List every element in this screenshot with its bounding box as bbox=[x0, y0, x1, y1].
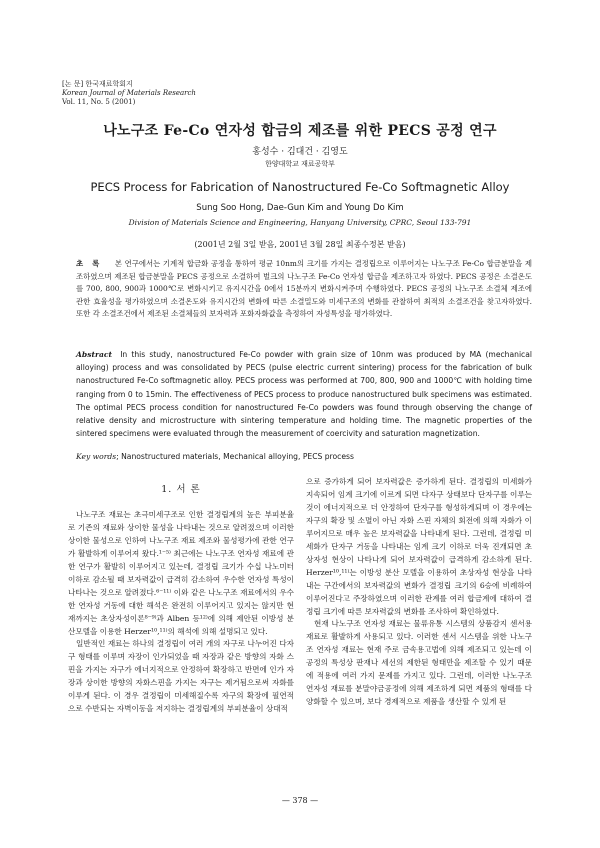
body-paragraph: 현재 나노구조 연자성 재료는 물류유통 시스템의 상품감지 센서용 재료로 활발하게 사용되고 있다. 이러한 센서 시스템을 위한 나노구조 연자성 재료는 현재 주로 금속용고법에 의해 제조되고 있는데 이 공정의 특성상 판재나 세선의 제한된 형태만을 제조할 수 있기 때문에 적용에 여러 가지 문제를 가지고 있다. 그런데, 이러한 나노구조 연자성 재료를 분말야금공정에 의해 제조하게 되면 제품의 형태를 다양화할 수 있으며, 보다 경제적으로 제품을 생산할 수 있게 된 bbox=[306, 619, 532, 707]
body-paragraph: 나노구조 재료는 초극미세구조로 인한 결정립계의 높은 부피분율로 기존의 재료와 상이한 물성을 나타내는 것으로 알려졌으며 이러한 상이한 물성으로 인하여 나노구조 재료 제조와 물성평가에 관한 연구가 활발하게 이루어져 왔다.¹⁻⁵⁾ 최근에는 나노구조 연자성 재료에 관한 연구가 활발히 이루어지고 있는데, 결정립 크기가 수십 나노미터 이하로 감소될 때 보자력값이 급격히 감소하여 우수한 연자성 특성이 나타나는 것으로 알려졌다.⁶⁻¹¹⁾ 이와 같은 나노구조 재료에서의 우수한 연자성 거동에 대한 해석은 완전히 이루어지고 있지는 않지만 현재까지는 초상자성이론⁸⁻⁹⁾과 Alben 등¹²⁾에 의해 제안된 이방성 분산모델을 이용한 Herzer¹⁰,¹¹⁾의 해석에 의해 설명되고 있다. bbox=[68, 509, 294, 636]
journal-tag: [논 문] 한국재료학회지 bbox=[62, 80, 133, 88]
journal-header bbox=[62, 80, 196, 107]
section-heading-introduction: 1. 서 론 bbox=[161, 484, 201, 495]
abstract-english bbox=[76, 348, 532, 440]
journal-name-en: Korean Journal of Materials Research bbox=[62, 89, 196, 97]
journal-volume: Vol. 11, No. 5 (2001) bbox=[62, 98, 136, 106]
body-paragraph: 으로 증가하게 되어 보자력값은 증가하게 된다. 결정립의 미세화가 지속되어 임계 크기에 이르게 되면 다자구 상태보다 단자구를 이루는 것이 에너지적으로 더 안정하여 단자구를 형성하게되며 이 경우에는 자구의 확장 및 소멸이 아닌 자화 스핀 자체의 회전에 의해 자화가 이루어지므로 매우 높은 보자력값을 나타내게 된다. 그런데, 결정립 미세화가 단자구 거동을 나타내는 임계 크기 이하로 더욱 진개되면 초상자성 현상이 나타나게 되어 보자력값이 급격하게 감소하게 된다. Herzer¹⁰,¹¹⁾는 이방성 분산 모델을 이용하여 초상자성 현상을 나타내는 구간에서의 보자력값의 변화가 결정립 크기의 6승에 비례하여 이루어진다고 주장하였으며 이러한 관계를 여러 합금계에 대하여 결정립 크기에 따른 보자력값의 변화를 조사하여 확인하였다. bbox=[306, 477, 532, 616]
body-paragraph: 일반적인 재료는 하나의 결정립이 여러 개의 자구로 나누어진 다자구 형태를 이루며 자장이 인가되었을 때 자장과 같은 방향의 자화 스핀을 가지는 자구가 에너지적으로 안정하여 확장하고 반면에 인가 자장과 상이한 방향의 자화스핀을 가지는 자구는 제거됨으로써 자화를 이루게 된다. 이 경우 결정립이 미세해질수록 자구의 확장에 필연적으로 수반되는 자벽이동을 저지하는 결정립계의 부피분율이 상대적 bbox=[68, 639, 294, 714]
abstract-english-label: Abstract bbox=[76, 350, 113, 359]
abstract-korean-label: 초록 bbox=[76, 259, 109, 268]
abstract-english-text: In this study, nanostructured Fe-Co powder with grain size of 10nm was produced by MA (mechanical alloying) process and was consolidated by PECS (pulse electric current sintering) process for the fabrication of bulk nanostructured Fe-Co softmagnetic alloy. PECS process was performed at 700, 800, 900 and 1000℃ with holding time ranging from 0 to 15min. The effectiveness of PECS process to produce nanostructured bulk specimens was estimated. The optimal PECS process condition for nanostructured Fe-Co powders was found through observing the change of relative density and microstructure with sintering temperature and holding time. The magnetic properties of the sintered specimens were evaluated through the measurement of coercivity and saturation magnetization. bbox=[76, 350, 532, 439]
affiliation-korean: 한양대학교 재료공학부 bbox=[265, 160, 335, 168]
page-number: — 378 — bbox=[281, 796, 319, 805]
authors-english: Sung Soo Hong, Dae-Gun Kim and Young Do Kim bbox=[196, 203, 404, 213]
keywords-text: Nanostructured materials, Mechanical alloying, PECS process bbox=[121, 452, 354, 461]
body-column-right bbox=[306, 476, 532, 709]
abstract-korean bbox=[76, 258, 532, 321]
paper-title-korean: 나노구조 Fe-Co 연자성 합금의 제조를 위한 PECS 공정 연구 bbox=[103, 123, 497, 139]
keywords: Key words; Nanostructured materials, Mechanical alloying, PECS process bbox=[76, 452, 354, 461]
affiliation-english: Division of Materials Science and Engineering, Hanyang University, CPRC, Seoul 133-791 bbox=[128, 218, 472, 227]
received-dates: (2001년 2월 3일 받음, 2001년 3월 28일 최종수정본 받음) bbox=[194, 240, 406, 249]
paper-title-english: PECS Process for Fabrication of Nanostructured Fe-Co Softmagnetic Alloy bbox=[90, 180, 510, 194]
authors-korean: 홍성수 · 김대건 · 김영도 bbox=[252, 147, 348, 157]
keywords-label: Key words bbox=[76, 452, 117, 461]
body-column-left bbox=[68, 476, 294, 716]
abstract-korean-text: 본 연구에서는 기계적 합금화 공정을 통하여 평균 10nm의 크기를 가지는 결정립으로 이루어지는 나노구조 Fe-Co 합금분말을 제조하였으며 제조된 합금분말을 PECS 공정으로 소결하여 벌크의 나노구조 Fe-Co 연자성 합금을 제조하고자 하였다. PECS 공정은 소결온도를 700, 800, 900과 1000℃로 변화시키고 유지시간을 0에서 15분까지 변화시켜주며 수행하였다. PECS 공정의 나노구조 소결체 제조에 관한 효율성을 평가하였으며 소결온도와 유지시간의 변화에 따른 소결밀도와 미세구조의 변화를 관찰하여 최적의 소결조건을 찾고자하였다. 또한 각 소결조건에서 제조된 소결체들의 보자력과 포화자화값을 측정하여 자성특성을 평가하였다. bbox=[76, 259, 532, 319]
